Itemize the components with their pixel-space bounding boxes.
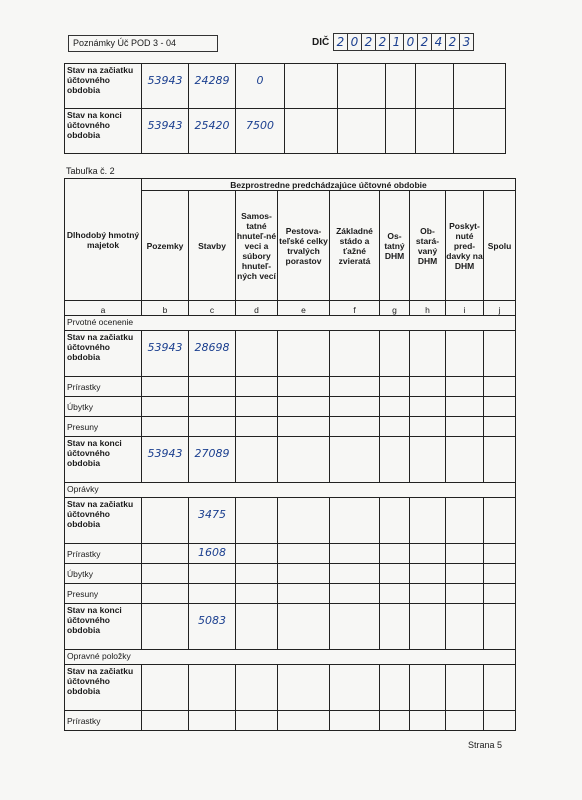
dic-digit[interactable]: 2	[417, 33, 432, 51]
cell[interactable]: 53943	[142, 109, 189, 154]
form-title: Poznámky Úč POD 3 - 04	[68, 35, 218, 52]
row-label: Úbytky	[65, 397, 142, 417]
dic-digit[interactable]: 0	[403, 33, 418, 51]
cell[interactable]: 53943	[142, 437, 189, 483]
cell[interactable]: 7500	[236, 109, 285, 154]
cell[interactable]	[446, 665, 484, 711]
cell[interactable]	[386, 64, 416, 109]
cell[interactable]	[278, 544, 330, 564]
cell[interactable]	[330, 564, 380, 584]
cell[interactable]	[338, 109, 386, 154]
cell[interactable]	[142, 417, 189, 437]
cell[interactable]	[278, 584, 330, 604]
fixed-assets-table	[64, 178, 516, 731]
cell[interactable]: 25420	[189, 109, 236, 154]
cell[interactable]	[484, 437, 516, 483]
cell[interactable]	[380, 397, 410, 417]
cell[interactable]	[484, 544, 516, 564]
table-row	[65, 437, 516, 483]
cell[interactable]	[484, 331, 516, 377]
cell[interactable]: 3475	[189, 498, 236, 544]
section-title: Oprávky	[65, 483, 516, 498]
cell[interactable]	[330, 331, 380, 377]
column-letter: d	[236, 301, 278, 316]
cell[interactable]	[236, 437, 278, 483]
cell[interactable]	[410, 498, 446, 544]
dic-digit[interactable]: 2	[361, 33, 376, 51]
column-letter: j	[484, 301, 516, 316]
cell[interactable]	[410, 417, 446, 437]
cell[interactable]	[380, 665, 410, 711]
cell[interactable]	[484, 377, 516, 397]
column-header: Os-tatný DHM	[380, 191, 410, 301]
section-row	[65, 483, 516, 498]
row-label: Stav na konci účtovného obdobia	[65, 604, 142, 650]
cell[interactable]	[410, 564, 446, 584]
cell[interactable]	[189, 711, 236, 731]
cell[interactable]: 53943	[142, 64, 189, 109]
cell[interactable]	[189, 564, 236, 584]
cell[interactable]	[330, 377, 380, 397]
dic-boxes	[334, 33, 474, 51]
cell[interactable]	[236, 377, 278, 397]
cell[interactable]	[142, 665, 189, 711]
continuation-table	[64, 63, 506, 154]
cell[interactable]	[330, 711, 380, 731]
cell[interactable]	[380, 564, 410, 584]
cell[interactable]	[338, 64, 386, 109]
cell[interactable]	[142, 604, 189, 650]
cell[interactable]	[236, 584, 278, 604]
cell[interactable]	[484, 584, 516, 604]
cell[interactable]	[236, 417, 278, 437]
dic-digit[interactable]: 2	[375, 33, 390, 51]
cell[interactable]: 27089	[189, 437, 236, 483]
cell[interactable]	[410, 584, 446, 604]
dic-digit[interactable]: 1	[389, 33, 404, 51]
cell[interactable]	[484, 498, 516, 544]
cell[interactable]	[278, 437, 330, 483]
cell[interactable]	[380, 377, 410, 397]
cell[interactable]	[446, 544, 484, 564]
dic-digit[interactable]: 2	[333, 33, 348, 51]
column-letter: b	[142, 301, 189, 316]
page-number: Strana 5	[468, 740, 503, 750]
column-letter: f	[330, 301, 380, 316]
table-row	[65, 417, 516, 437]
cell[interactable]	[416, 64, 454, 109]
group-header: Bezprostredne predchádzajúce účtovné obdobie	[142, 179, 516, 191]
cell[interactable]	[189, 397, 236, 417]
column-letter: a	[65, 301, 142, 316]
cell[interactable]	[446, 397, 484, 417]
cell[interactable]	[446, 584, 484, 604]
row-label: Presuny	[65, 584, 142, 604]
cell[interactable]	[380, 417, 410, 437]
cell[interactable]	[410, 711, 446, 731]
row-label: Prírastky	[65, 377, 142, 397]
cell[interactable]	[446, 437, 484, 483]
column-header: Stavby	[189, 191, 236, 301]
cell[interactable]	[380, 498, 410, 544]
column-header: Pestova-teľské celky trvalých porastov	[278, 191, 330, 301]
table-row	[65, 109, 506, 154]
cell[interactable]	[189, 665, 236, 711]
cell[interactable]	[446, 331, 484, 377]
cell[interactable]	[380, 711, 410, 731]
cell[interactable]	[446, 564, 484, 584]
cell[interactable]	[236, 711, 278, 731]
cell[interactable]	[142, 564, 189, 584]
cell[interactable]	[142, 711, 189, 731]
cell[interactable]	[330, 417, 380, 437]
cell[interactable]	[285, 109, 338, 154]
column-letter: e	[278, 301, 330, 316]
column-letter: i	[446, 301, 484, 316]
column-header: Ob-stará-vaný DHM	[410, 191, 446, 301]
row-label: Prírastky	[65, 544, 142, 564]
cell[interactable]	[142, 397, 189, 417]
cell[interactable]	[236, 544, 278, 564]
cell[interactable]	[446, 377, 484, 397]
cell[interactable]: 24289	[189, 64, 236, 109]
cell[interactable]: 53943	[142, 331, 189, 377]
table-row	[65, 665, 516, 711]
cell[interactable]	[410, 604, 446, 650]
cell[interactable]	[189, 377, 236, 397]
cell[interactable]	[484, 665, 516, 711]
cell[interactable]	[236, 397, 278, 417]
cell[interactable]	[454, 64, 506, 109]
section-row	[65, 316, 516, 331]
cell[interactable]	[380, 604, 410, 650]
cell[interactable]	[278, 665, 330, 711]
cell[interactable]	[330, 604, 380, 650]
cell[interactable]	[446, 711, 484, 731]
cell[interactable]	[410, 377, 446, 397]
table-row	[65, 498, 516, 544]
table-row	[65, 604, 516, 650]
row-label: Stav na konci účtovného obdobia	[65, 109, 142, 154]
cell[interactable]	[236, 564, 278, 584]
cell[interactable]: 28698	[189, 331, 236, 377]
cell[interactable]	[484, 564, 516, 584]
row-label: Prírastky	[65, 711, 142, 731]
cell[interactable]	[142, 498, 189, 544]
column-header: Spolu	[484, 191, 516, 301]
table-row	[65, 397, 516, 417]
dic-label: DIČ	[312, 37, 330, 48]
cell[interactable]	[330, 498, 380, 544]
row-label: Stav na začiatku účtovného obdobia	[65, 498, 142, 544]
table-row	[65, 331, 516, 377]
column-header: Samos-tatné hnuteľ-né veci a súbory hnuteľ-ných vecí	[236, 191, 278, 301]
cell[interactable]	[278, 498, 330, 544]
cell[interactable]	[278, 711, 330, 731]
section-row	[65, 650, 516, 665]
cell[interactable]	[236, 331, 278, 377]
cell[interactable]	[484, 604, 516, 650]
cell[interactable]	[446, 604, 484, 650]
cell[interactable]	[278, 331, 330, 377]
cell[interactable]	[236, 604, 278, 650]
column-header: Pozemky	[142, 191, 189, 301]
table-row	[65, 377, 516, 397]
row-label: Stav na konci účtovného obdobia	[65, 437, 142, 483]
cell[interactable]	[416, 109, 454, 154]
table-row	[65, 564, 516, 584]
cell[interactable]	[278, 397, 330, 417]
cell[interactable]	[484, 397, 516, 417]
column-header-asset: Dlhodobý hmotný majetok	[65, 179, 142, 301]
cell[interactable]	[142, 584, 189, 604]
cell[interactable]	[330, 584, 380, 604]
table-row	[65, 64, 506, 109]
cell[interactable]: 0	[236, 64, 285, 109]
cell[interactable]	[410, 665, 446, 711]
column-header: Poskyt-nuté pred-davky na DHM	[446, 191, 484, 301]
cell[interactable]	[380, 584, 410, 604]
cell[interactable]	[330, 397, 380, 417]
dic-digit[interactable]: 2	[445, 33, 460, 51]
cell[interactable]	[386, 109, 416, 154]
section-title: Opravné položky	[65, 650, 516, 665]
cell[interactable]	[446, 417, 484, 437]
row-label: Stav na začiatku účtovného obdobia	[65, 64, 142, 109]
cell[interactable]	[446, 498, 484, 544]
cell[interactable]	[236, 665, 278, 711]
dic-digit[interactable]: 0	[347, 33, 362, 51]
cell[interactable]	[278, 564, 330, 584]
cell[interactable]	[142, 544, 189, 564]
cell[interactable]	[380, 437, 410, 483]
column-letter: g	[380, 301, 410, 316]
column-letter: h	[410, 301, 446, 316]
row-label: Úbytky	[65, 564, 142, 584]
cell[interactable]	[236, 498, 278, 544]
cell[interactable]	[484, 417, 516, 437]
table-row	[65, 711, 516, 731]
dic-digit[interactable]: 4	[431, 33, 446, 51]
cell[interactable]	[330, 437, 380, 483]
cell[interactable]	[410, 544, 446, 564]
cell[interactable]	[142, 377, 189, 397]
cell[interactable]: 5083	[189, 604, 236, 650]
table-caption: Tabuľka č. 2	[66, 166, 115, 176]
row-label: Stav na začiatku účtovného obdobia	[65, 665, 142, 711]
cell[interactable]	[454, 109, 506, 154]
cell[interactable]	[189, 584, 236, 604]
cell[interactable]	[330, 544, 380, 564]
cell[interactable]	[330, 665, 380, 711]
cell[interactable]	[410, 331, 446, 377]
dic-digit[interactable]: 3	[459, 33, 474, 51]
table-row	[65, 544, 516, 564]
row-label: Stav na začiatku účtovného obdobia	[65, 331, 142, 377]
cell[interactable]	[410, 397, 446, 417]
cell[interactable]	[278, 604, 330, 650]
cell[interactable]	[278, 377, 330, 397]
cell[interactable]	[189, 417, 236, 437]
cell[interactable]: 1608	[189, 544, 236, 564]
column-letter: c	[189, 301, 236, 316]
cell[interactable]	[278, 417, 330, 437]
column-header: Základné stádo a ťažné zvieratá	[330, 191, 380, 301]
row-label: Presuny	[65, 417, 142, 437]
cell[interactable]	[380, 544, 410, 564]
cell[interactable]	[484, 711, 516, 731]
section-title: Prvotné ocenenie	[65, 316, 516, 331]
cell[interactable]	[380, 331, 410, 377]
cell[interactable]	[285, 64, 338, 109]
cell[interactable]	[410, 437, 446, 483]
table-row	[65, 584, 516, 604]
